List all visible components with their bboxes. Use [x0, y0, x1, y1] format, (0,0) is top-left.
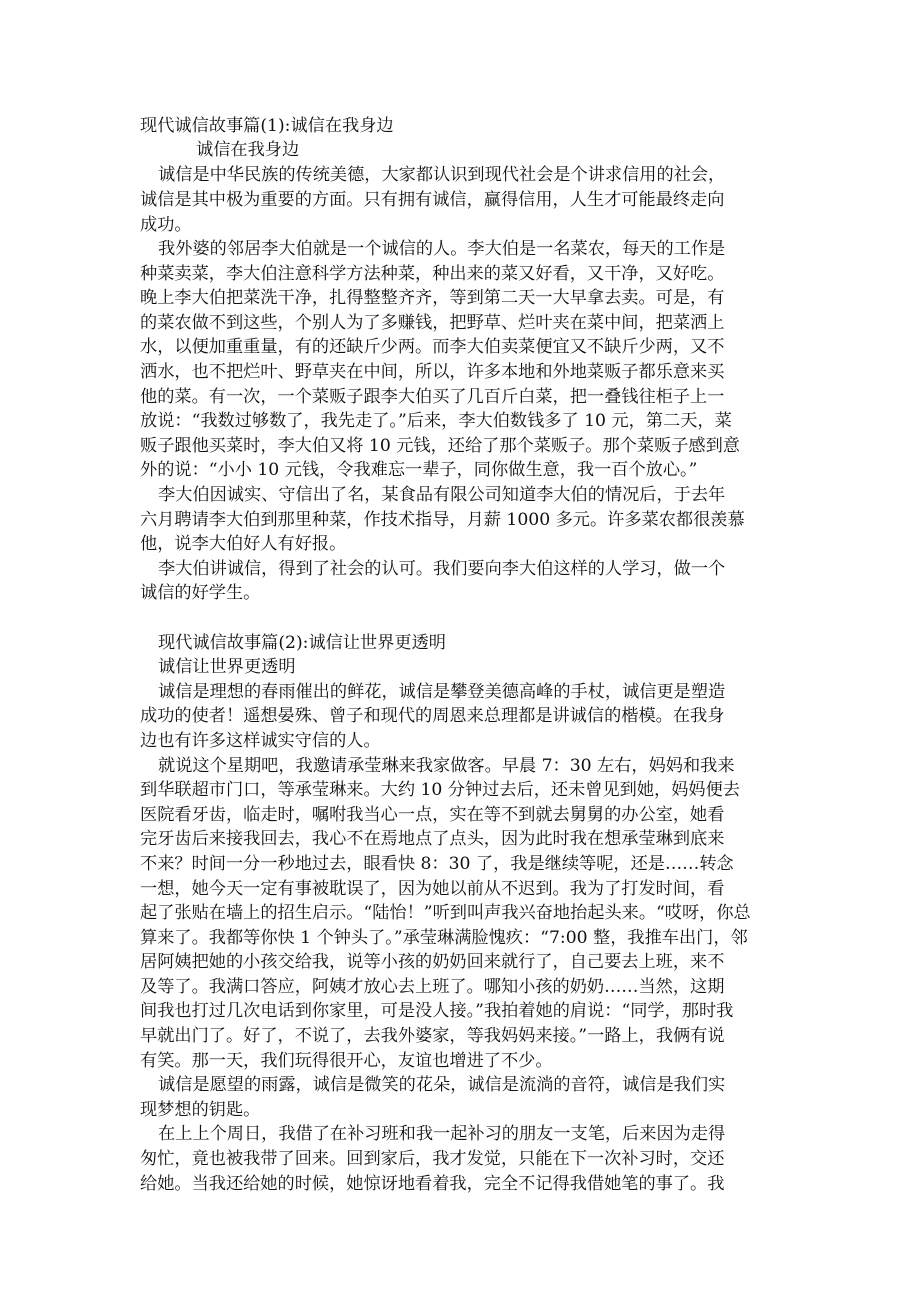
section2-line: 算来了。我都等你快 1 个钟头了。”承莹琳满脸愧疚：“7:00 整，我推车出门，邻 [140, 928, 748, 948]
section1-line: 我外婆的邻居李大伯就是一个诚信的人。李大伯是一名菜农，每天的工作是 [158, 239, 726, 259]
section1-line: 水，以便加重重量，有的还缺斤少两。而李大伯卖菜便宜又不缺斤少两，又不 [140, 337, 725, 357]
section1-line: 诚信是其中极为重要的方面。只有拥有诚信，赢得信用，人生才可能最终走向 [140, 190, 725, 210]
section2-line: 早就出门了。好了，不说了，去我外婆家，等我妈妈来接。”一路上，我俩有说 [140, 1026, 725, 1046]
section1-line: 李大伯因诚实、守信出了名，某食品有限公司知道李大伯的情况后，于去年 [158, 485, 726, 505]
section1-line: 种菜卖菜，李大伯注意科学方法种菜，种出来的菜又好看，又干净，又好吃。 [140, 264, 725, 284]
section2-subtitle: 诚信让世界更透明 [158, 657, 296, 677]
section1-line: 他，说李大伯好人有好报。 [140, 534, 347, 554]
section2-line: 现梦想的钥匙。 [140, 1100, 261, 1120]
section2-line: 完牙齿后来接我回去，我心不在焉地点了点头，因为此时我在想承莹琳到底来 [140, 829, 725, 849]
section2-line: 给她。当我还给她的时候，她惊讶地看着我，完全不记得我借她笔的事了。我 [140, 1174, 725, 1194]
section1-heading: 现代诚信故事篇(1):诚信在我身边 [140, 116, 394, 136]
section2-line: 匆忙，竟也被我带了回来。回到家后，我才发觉，只能在下一次补习时，交还 [140, 1149, 725, 1169]
section2-line: 起了张贴在墙上的招生启示。“陆怡！”听到叫声我兴奋地抬起头来。“哎呀，你总 [140, 903, 751, 923]
section2-line: 边也有许多这样诚实守信的人。 [140, 731, 381, 751]
section2-line: 诚信是愿望的雨露，诚信是微笑的花朵，诚信是流淌的音符，诚信是我们实 [158, 1075, 726, 1095]
section1-line: 放说：“我数过够数了，我先走了。”后来，李大伯数钱多了 10 元，第二天，菜 [140, 411, 732, 431]
section1-line: 的菜农做不到这些，个别人为了多赚钱，把野草、烂叶夹在菜中间，把菜洒上 [140, 313, 725, 333]
section2-heading: 现代诚信故事篇(2):诚信让世界更透明 [158, 633, 446, 653]
section1-line: 诚信是中华民族的传统美德，大家都认识到现代社会是个讲求信用的社会， [158, 165, 726, 185]
section2-line: 间我也打过几次电话到你家里，可是没人接。”我拍着她的肩说：“同学，那时我 [140, 1001, 734, 1021]
section1-line: 洒水，也不把烂叶、野草夹在中间，所以，许多本地和外地菜贩子都乐意来买 [140, 362, 725, 382]
section1-line: 诚信的好学生。 [140, 583, 261, 603]
section2-line: 在上上个周日，我借了在补习班和我一起补习的朋友一支笔，后来因为走得 [158, 1124, 726, 1144]
section1-line: 成功。 [140, 215, 192, 235]
section1-subtitle: 诚信在我身边 [196, 140, 300, 160]
section2-line: 医院看牙齿，临走时，嘱咐我当心一点，实在等不到就去舅舅的办公室，她看 [140, 805, 725, 825]
section1-line: 外的说：“小小 10 元钱，令我难忘一辈子，同你做生意，我一百个放心。” [140, 460, 698, 480]
section2-line: 及等了。我满口答应，阿姨才放心去上班了。哪知小孩的奶奶……当然，这期 [140, 977, 725, 997]
section1-line: 贩子跟他买菜时，李大伯又将 10 元钱，还给了那个菜贩子。那个菜贩子感到意 [140, 436, 740, 456]
section1-line: 六月聘请李大伯到那里种菜，作技术指导，月薪 1000 多元。许多菜农都很羡慕 [140, 510, 745, 530]
section2-line: 就说这个星期吧，我邀请承莹琳来我家做客。早晨 7：30 左右，妈妈和我来 [158, 756, 735, 776]
section2-line: 一想，她今天一定有事被耽误了，因为她以前从不迟到。我为了打发时间，看 [140, 879, 725, 899]
section2-line: 居阿姨把她的小孩交给我，说等小孩的奶奶回来就行了，自己要去上班，来不 [140, 952, 725, 972]
section1-line: 他的菜。有一次，一个菜贩子跟李大伯买了几百斤白菜，把一叠钱往柜子上一 [140, 387, 725, 407]
section2-line: 有笑。那一天，我们玩得很开心，友谊也增进了不少。 [140, 1051, 553, 1071]
section2-line: 不来？时间一分一秒地过去，眼看快 8：30 了，我是继续等呢，还是……转念 [140, 854, 734, 874]
section2-line: 诚信是理想的春雨催出的鲜花，诚信是攀登美德高峰的手杖，诚信更是塑造 [158, 682, 726, 702]
section2-line: 成功的使者！遥想晏殊、曾子和现代的周恩来总理都是讲诚信的楷模。在我身 [140, 706, 725, 726]
section1-line: 李大伯讲诚信，得到了社会的认可。我们要向李大伯这样的人学习，做一个 [158, 559, 726, 579]
section1-line: 晚上李大伯把菜洗干净，扎得整整齐齐，等到第二天一大早拿去卖。可是，有 [140, 288, 725, 308]
section2-line: 到华联超市门口，等承莹琳来。大约 10 分钟过去后，还未曾见到她，妈妈便去 [140, 780, 740, 800]
